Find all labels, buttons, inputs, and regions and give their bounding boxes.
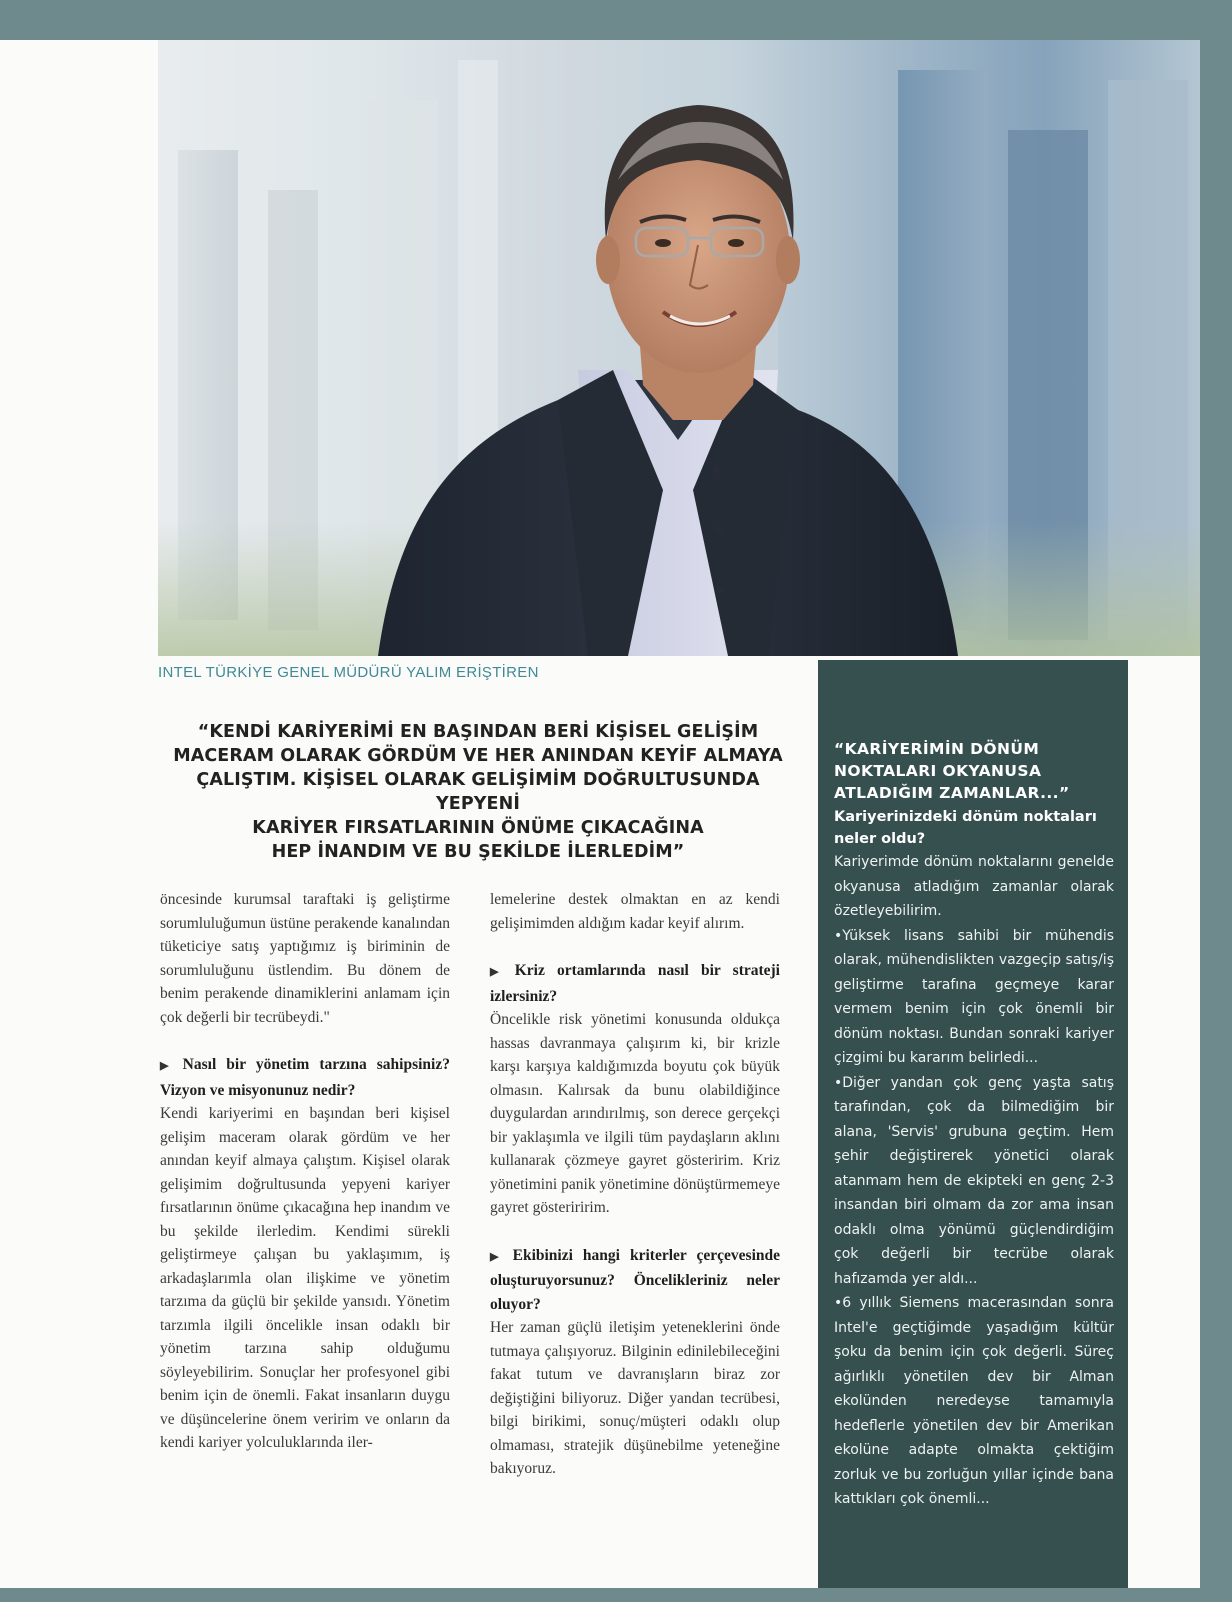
interview-question bbox=[490, 1244, 780, 1317]
sidebar-bullet: •Yüksek lisans sahibi bir mühendis olarak, mühendislikten vazgeçip satış/iş geliştirme tarafına geçmeye karar vermem benim için çok önemli bir dönüm noktası. Bundan sonraki kariyer çizgimi bu kararım belirledi... bbox=[834, 927, 1114, 1066]
triangle-bullet-icon: ▶ bbox=[490, 1250, 505, 1263]
question-text: Kriz ortamlarında nasıl bir strateji izlersiniz? bbox=[490, 962, 780, 1005]
question-text: Ekibinizi hangi kriterler çerçevesinde oluşturuyorsunuz? Öncelikleriniz neler oluyor? bbox=[490, 1246, 780, 1313]
sidebar-box bbox=[818, 660, 1128, 1588]
pull-quote-line: “KENDİ KARİYERİMİ EN BAŞINDAN BERİ KİŞİSEL GELİŞİM bbox=[197, 722, 759, 742]
question-text: Nasıl bir yönetim tarzına sahipsiniz? Vizyon ve misyonunuz nedir? bbox=[160, 1056, 450, 1099]
pull-quote-line: ÇALIŞTIM. KİŞİSEL OLARAK GELİŞİMİM DOĞRULTUSUNDA YEPYENİ bbox=[196, 770, 760, 814]
interview-question bbox=[160, 1053, 450, 1102]
paragraph: lemelerine destek olmaktan en az kendi gelişimimden aldığım kadar keyif alırım. bbox=[490, 891, 780, 932]
magazine-page bbox=[0, 40, 1200, 1588]
pull-quote-line: MACERAM OLARAK GÖRDÜM VE HER ANINDAN KEYİF ALMAYA bbox=[173, 746, 783, 766]
portrait-illustration bbox=[158, 40, 1200, 656]
sidebar-bullet: •6 yıllık Siemens macerasından sonra Intel'e geçtiğimde yaşadığım kültür şoku da benim için çok değerli. Süreç ağırlıklı yönetilen dev bir Alman ekolünden neredeyse tamamıyla hedeflerle yönetilen dev bir Amerikan ekolüne adapte olmakta çektiğim zorluk ve bu zorluğun yıllar içinde bana kattıkları çok önemli... bbox=[834, 1295, 1114, 1507]
interview-question bbox=[490, 959, 780, 1008]
triangle-bullet-icon: ▶ bbox=[160, 1060, 175, 1072]
photo-caption: INTEL TÜRKİYE GENEL MÜDÜRÜ YALIM ERİŞTİREN bbox=[158, 664, 539, 681]
answer-paragraph: Her zaman güçlü iletişim yeteneklerini önde tutmaya çalışıyoruz. Bilginin edinilebileceğini fakat tutum ve davranışların biraz zor değiştiğini biliyoruz. Diğer yandan tecrübesi, bilgi birikimi, sonuç/müşteri odaklı olup olmaması, stratejik düşünebilme yeteneğine bakıyoruz. bbox=[490, 1319, 780, 1477]
sidebar-body bbox=[834, 850, 1114, 1512]
sidebar-question: Kariyerinizdeki dönüm noktaları neler oldu? bbox=[834, 809, 1097, 847]
paragraph: öncesinde kurumsal taraftaki iş geliştirme sorumluluğumun üstüne perakende kanalından tüketiciye satış yaptığımız iş biriminin de sorumluluğunu üstlendim. Bu dönem de benim perakende dinamiklerini anlamam için çok değerli bir tecrübeydi." bbox=[160, 891, 450, 1026]
pull-quote bbox=[158, 720, 798, 864]
portrait-photo bbox=[158, 40, 1200, 656]
pull-quote-line: KARİYER FIRSATLARININ ÖNÜME ÇIKACAĞINA bbox=[252, 818, 704, 838]
sidebar-paragraph: Kariyerimde dönüm noktalarını genelde okyanusa atladığım zamanlar olarak özetleyebilirim. bbox=[834, 854, 1114, 919]
answer-paragraph: Öncelikle risk yönetimi konusunda oldukça hassas davranmaya çalışırım ki, bir krizle karşı karşıya kaldığımızda boyutu çok büyük olmasın. Kalırsak da bunu olabildiğince duygulardan arındırılmış, son derece gerçekçi bir yaklaşımla ve ilgili tüm paydaşların aklını kullanarak çözmeye gayret gösteririm. Kriz yönetimini panik yönetimine dönüştürmemeye gayret gösteriririm. bbox=[490, 1011, 780, 1216]
sidebar-bullet: •Diğer yandan çok genç yaşta satış tarafından, çok da bilmediğim bir alana, 'Servis' grubuna geçtim. Hem şehir değiştirerek yönetici olarak atanmam hem de ekipteki en genç 2-3 insandan biri olmam da zor ama insan odaklı olma yönümü güçlendirdiğim çok değerli bir tecrübe olarak hafızamda yer aldı... bbox=[834, 1074, 1114, 1287]
sidebar-title: “KARİYERİMİN DÖNÜM NOKTALARI OKYANUSA ATLADIĞIM ZAMANLAR...” bbox=[834, 740, 1070, 802]
pull-quote-line: HEP İNANDIM VE BU ŞEKİLDE İLERLEDİM” bbox=[271, 842, 685, 862]
article-column-2 bbox=[490, 888, 780, 1481]
article-column-1 bbox=[160, 888, 450, 1455]
triangle-bullet-icon: ▶ bbox=[490, 966, 507, 978]
answer-paragraph: Kendi kariyerimi en başından beri kişisel gelişim maceram olarak gördüm ve her anından keyif almaya çalıştım. Kişisel olarak gelişimim doğrultusunda yepyeni kariyer fırsatlarının önüme çıkacağına hep inandım ve bu şekilde ilerledim. Kendimi sürekli geliştirmeye çalışan bu yaklaşımım, iş arkadaşlarımla olan ilişkime ve yönetim tarzıma da güçlü bir şekilde yansıdı. Yönetim tarzımla ilgili öncelikle insan odaklı bir yönetim tarzına sahip olduğumu söyleyebilirim. Sonuçlar her profesyonel gibi benim için de önemli. Fakat insanların duygu ve düşüncelerine önem veririm ve onların da kendi kariyer yolculuklarında iler- bbox=[160, 1105, 450, 1451]
